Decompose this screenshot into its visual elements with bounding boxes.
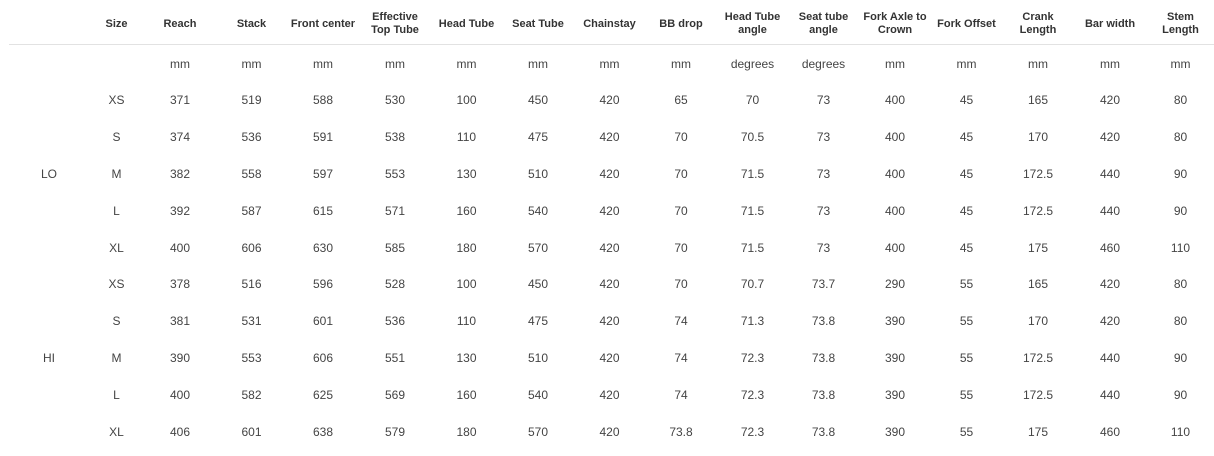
value-cell: 170	[1027, 314, 1049, 329]
value-cell: 70	[674, 130, 688, 145]
value-cell: 70	[745, 93, 760, 108]
value-cell: 400	[884, 203, 906, 218]
value-cell: 420	[599, 314, 620, 329]
value-cell: 55	[959, 314, 974, 329]
value-cell: 420	[599, 130, 620, 145]
value-cell: 160	[456, 203, 477, 218]
value-cell: 45	[959, 93, 974, 108]
value-cell: 390	[884, 350, 906, 365]
header-cell: Effective Top Tube	[359, 4, 431, 45]
value-cell: 170	[1027, 130, 1049, 145]
value-cell: 130	[456, 350, 477, 365]
value-cell: 374	[169, 130, 191, 145]
value-cell: 110	[1170, 240, 1191, 255]
value-cell: 100	[456, 277, 477, 292]
value-cell: 569	[384, 387, 406, 402]
value-cell: 175	[1027, 424, 1049, 439]
value-cell: 591	[312, 130, 334, 145]
table-row	[9, 376, 1214, 413]
value-cell: 630	[312, 240, 334, 255]
value-cell: 597	[312, 166, 334, 181]
value-cell: 73.7	[811, 277, 836, 292]
size-cell: XL	[109, 240, 124, 255]
value-cell: 110	[456, 130, 477, 145]
value-cell: 536	[384, 314, 406, 329]
value-cell: 90	[1173, 387, 1188, 402]
value-cell: 606	[241, 240, 262, 255]
value-cell: 606	[312, 350, 334, 365]
unit-cell: mm	[385, 56, 405, 71]
value-cell: 540	[527, 387, 549, 402]
value-cell: 382	[169, 166, 191, 181]
unit-cell: degrees	[730, 56, 775, 71]
value-cell: 70	[674, 203, 688, 218]
value-cell: 378	[169, 277, 191, 292]
value-cell: 440	[1099, 387, 1121, 402]
value-cell: 100	[456, 93, 477, 108]
value-cell: 73.8	[811, 424, 836, 439]
header-cell: Bar width	[1074, 4, 1146, 45]
header-cell: Front center	[287, 4, 359, 45]
value-cell: 420	[599, 93, 620, 108]
value-cell: 180	[456, 240, 477, 255]
value-cell: 582	[241, 387, 262, 402]
size-cell: M	[111, 166, 122, 181]
value-cell: 400	[169, 240, 191, 255]
value-cell: 553	[241, 350, 262, 365]
value-cell: 70	[674, 240, 688, 255]
value-cell: 172.5	[1022, 350, 1054, 365]
table-row	[9, 229, 1214, 266]
value-cell: 72.3	[740, 424, 765, 439]
header-cell: Reach	[144, 4, 216, 45]
value-cell: 460	[1099, 424, 1121, 439]
header-cell	[9, 4, 89, 45]
header-cell: Size	[89, 4, 144, 45]
header-cell: Seat tube angle	[788, 4, 859, 45]
value-cell: 553	[384, 166, 406, 181]
value-cell: 528	[384, 277, 406, 292]
value-cell: 579	[384, 424, 406, 439]
unit-cell: degrees	[801, 56, 846, 71]
value-cell: 420	[599, 387, 620, 402]
value-cell: 420	[599, 277, 620, 292]
value-cell: 381	[169, 314, 191, 329]
unit-cell: mm	[1100, 56, 1120, 71]
value-cell: 73	[816, 166, 831, 181]
table-row	[9, 413, 1214, 450]
table-row	[9, 192, 1214, 229]
value-cell: 571	[384, 203, 406, 218]
value-cell: 71.3	[740, 314, 765, 329]
header-cell: Chainstay	[574, 4, 645, 45]
value-cell: 70	[674, 277, 688, 292]
value-cell: 80	[1173, 314, 1188, 329]
value-cell: 71.5	[740, 166, 765, 181]
value-cell: 420	[1099, 314, 1121, 329]
value-cell: 160	[456, 387, 477, 402]
value-cell: 73.8	[811, 350, 836, 365]
value-cell: 440	[1099, 350, 1121, 365]
value-cell: 475	[527, 314, 549, 329]
table-row	[9, 303, 1214, 340]
value-cell: 55	[959, 387, 974, 402]
size-cell: L	[113, 387, 120, 402]
unit-cell: mm	[1028, 56, 1048, 71]
value-cell: 90	[1173, 166, 1188, 181]
frame-variant-label: HI	[43, 350, 55, 365]
value-cell: 172.5	[1022, 387, 1054, 402]
header-cell: Stem Length	[1146, 4, 1214, 45]
header-cell: Fork Axle to Crown	[859, 4, 931, 45]
value-cell: 290	[884, 277, 906, 292]
table-row	[9, 266, 1214, 303]
value-cell: 440	[1099, 203, 1121, 218]
value-cell: 390	[884, 314, 906, 329]
value-cell: 625	[312, 387, 334, 402]
value-cell: 400	[169, 387, 191, 402]
value-cell: 55	[959, 277, 974, 292]
value-cell: 45	[959, 166, 974, 181]
value-cell: 440	[1099, 166, 1121, 181]
value-cell: 558	[241, 166, 262, 181]
value-cell: 392	[169, 203, 191, 218]
header-cell: Head Tube angle	[717, 4, 788, 45]
table-body	[9, 45, 1214, 450]
value-cell: 80	[1173, 130, 1188, 145]
table-row	[9, 340, 1214, 377]
value-cell: 45	[959, 203, 974, 218]
value-cell: 406	[169, 424, 191, 439]
value-cell: 601	[241, 424, 262, 439]
unit-cell: mm	[1170, 56, 1191, 71]
value-cell: 510	[527, 166, 549, 181]
value-cell: 71.5	[740, 203, 765, 218]
value-cell: 450	[527, 93, 549, 108]
table-row	[9, 82, 1214, 119]
value-cell: 80	[1173, 277, 1188, 292]
value-cell: 420	[599, 203, 620, 218]
value-cell: 460	[1099, 240, 1121, 255]
value-cell: 585	[384, 240, 406, 255]
size-cell: XS	[108, 277, 125, 292]
value-cell: 540	[527, 203, 549, 218]
unit-cell: mm	[241, 56, 262, 71]
table-row	[9, 156, 1214, 193]
value-cell: 175	[1027, 240, 1049, 255]
value-cell: 90	[1173, 350, 1188, 365]
value-cell: 519	[241, 93, 262, 108]
value-cell: 45	[959, 130, 974, 145]
value-cell: 420	[1099, 130, 1121, 145]
unit-cell: mm	[599, 56, 620, 71]
value-cell: 73.8	[811, 314, 836, 329]
value-cell: 55	[959, 424, 974, 439]
unit-cell: mm	[671, 56, 691, 71]
value-cell: 588	[312, 93, 334, 108]
frame-variant-label: LO	[40, 166, 57, 181]
value-cell: 390	[169, 350, 191, 365]
value-cell: 73	[816, 240, 831, 255]
value-cell: 531	[241, 314, 262, 329]
value-cell: 420	[599, 350, 620, 365]
value-cell: 536	[241, 130, 262, 145]
value-cell: 71.5	[740, 240, 765, 255]
value-cell: 420	[1099, 277, 1121, 292]
header-cell: BB drop	[645, 4, 717, 45]
value-cell: 390	[884, 387, 906, 402]
value-cell: 73.8	[811, 387, 836, 402]
units-row	[9, 45, 1214, 83]
value-cell: 73	[816, 203, 831, 218]
value-cell: 73	[816, 93, 831, 108]
value-cell: 73	[816, 130, 831, 145]
value-cell: 65	[674, 93, 688, 108]
unit-cell	[89, 45, 144, 83]
value-cell: 55	[959, 350, 974, 365]
value-cell: 74	[674, 387, 688, 402]
value-cell: 510	[527, 350, 549, 365]
value-cell: 638	[312, 424, 334, 439]
value-cell: 110	[1170, 424, 1191, 439]
value-cell: 180	[456, 424, 477, 439]
unit-cell	[9, 45, 89, 83]
size-cell: L	[113, 203, 120, 218]
value-cell: 390	[884, 424, 906, 439]
value-cell: 538	[384, 130, 406, 145]
value-cell: 74	[674, 314, 688, 329]
header-cell: Crank Length	[1002, 4, 1074, 45]
value-cell: 400	[884, 93, 906, 108]
unit-cell: mm	[885, 56, 905, 71]
value-cell: 110	[456, 314, 477, 329]
geometry-table	[9, 4, 1214, 450]
header-cell: Head Tube	[431, 4, 502, 45]
value-cell: 551	[384, 350, 406, 365]
value-cell: 72.3	[740, 387, 765, 402]
unit-cell: mm	[313, 56, 333, 71]
value-cell: 596	[312, 277, 334, 292]
value-cell: 74	[674, 350, 688, 365]
value-cell: 80	[1173, 93, 1188, 108]
value-cell: 570	[527, 240, 549, 255]
value-cell: 570	[527, 424, 549, 439]
value-cell: 70	[674, 166, 688, 181]
value-cell: 165	[1027, 277, 1049, 292]
header-cell: Stack	[216, 4, 287, 45]
header-row	[9, 4, 1214, 45]
value-cell: 420	[599, 240, 620, 255]
value-cell: 400	[884, 240, 906, 255]
unit-cell: mm	[170, 56, 190, 71]
value-cell: 90	[1173, 203, 1188, 218]
value-cell: 420	[1099, 93, 1121, 108]
table-row	[9, 119, 1214, 156]
value-cell: 400	[884, 130, 906, 145]
unit-cell: mm	[528, 56, 548, 71]
value-cell: 70.5	[740, 130, 765, 145]
header-cell: Seat Tube	[502, 4, 574, 45]
value-cell: 400	[884, 166, 906, 181]
value-cell: 70.7	[740, 277, 765, 292]
value-cell: 530	[384, 93, 406, 108]
value-cell: 516	[241, 277, 262, 292]
value-cell: 450	[527, 277, 549, 292]
size-cell: S	[112, 130, 121, 145]
value-cell: 475	[527, 130, 549, 145]
size-cell: S	[112, 314, 121, 329]
value-cell: 420	[599, 424, 620, 439]
size-cell: XS	[108, 93, 125, 108]
size-cell: XL	[109, 424, 124, 439]
value-cell: 615	[312, 203, 334, 218]
value-cell: 45	[959, 240, 974, 255]
value-cell: 130	[456, 166, 477, 181]
size-cell: M	[111, 350, 122, 365]
unit-cell: mm	[456, 56, 477, 71]
value-cell: 72.3	[740, 350, 765, 365]
value-cell: 172.5	[1022, 166, 1054, 181]
value-cell: 172.5	[1022, 203, 1054, 218]
header-cell: Fork Offset	[931, 4, 1002, 45]
value-cell: 420	[599, 166, 620, 181]
unit-cell: mm	[956, 56, 977, 71]
value-cell: 165	[1027, 93, 1049, 108]
value-cell: 601	[312, 314, 334, 329]
value-cell: 371	[169, 93, 191, 108]
value-cell: 587	[241, 203, 262, 218]
value-cell: 73.8	[669, 424, 693, 439]
